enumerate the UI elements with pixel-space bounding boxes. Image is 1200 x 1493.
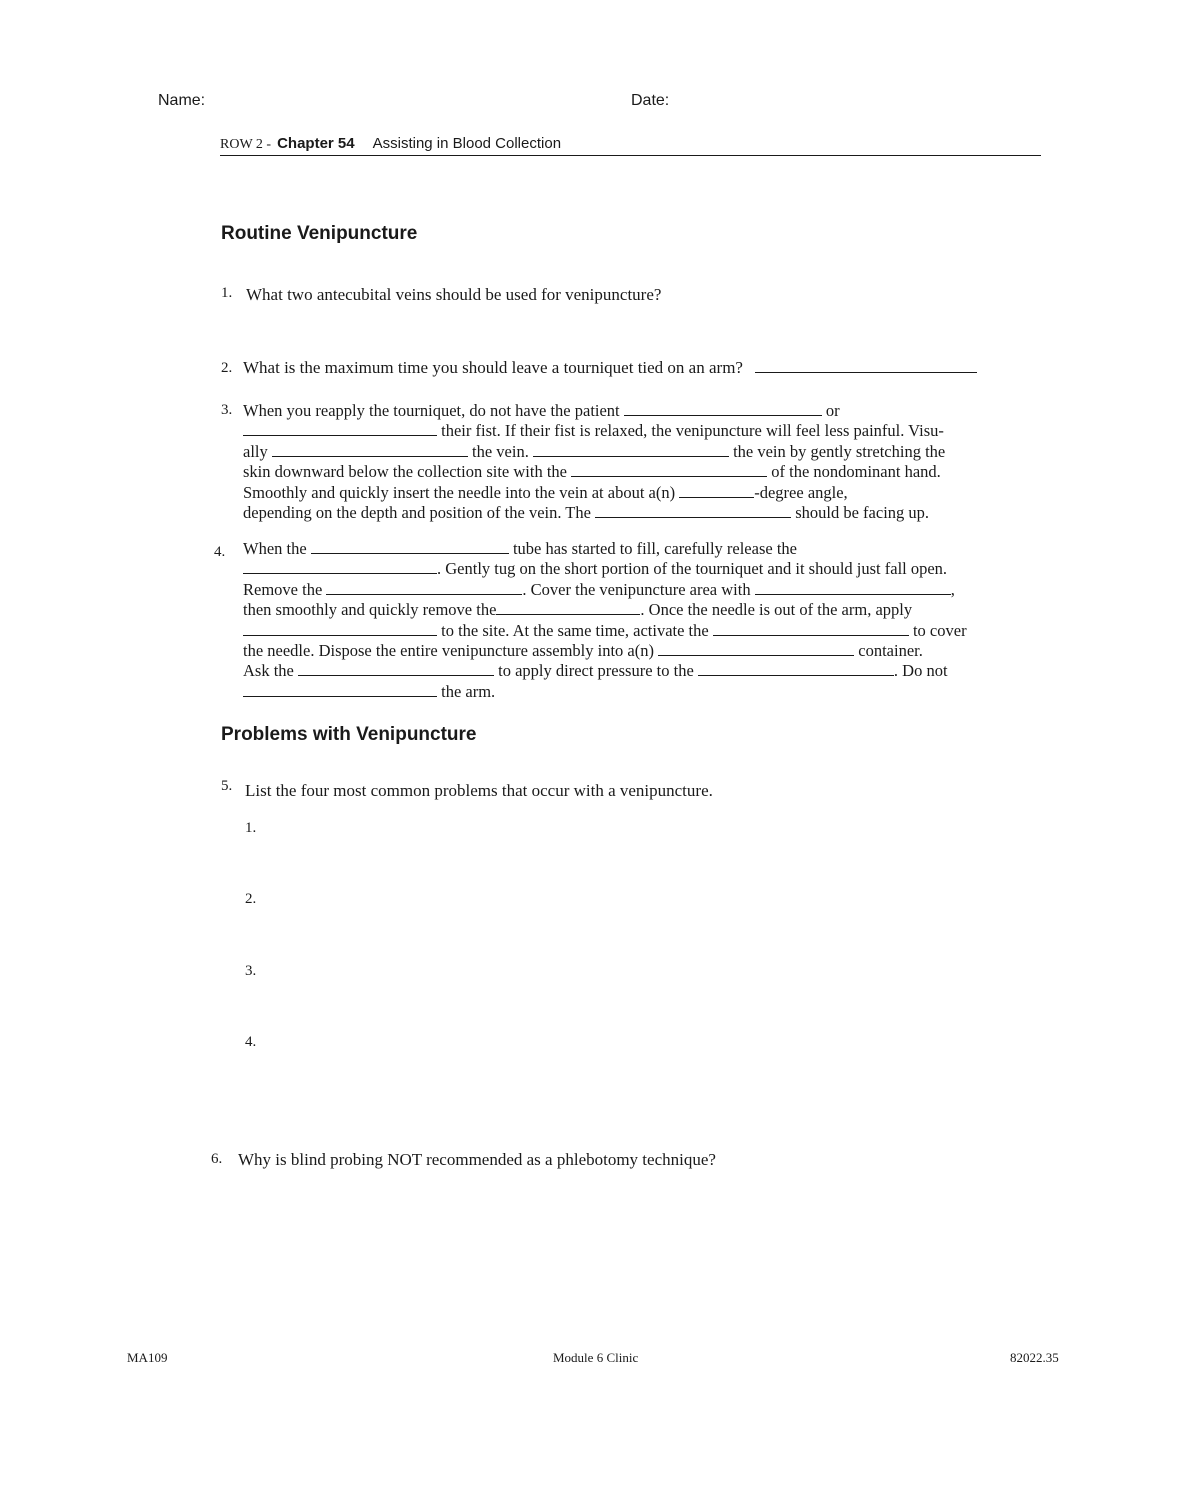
question-number: 5. — [221, 778, 233, 794]
question-text: Why is blind probing NOT recommended as a phlebotomy technique? — [238, 1150, 716, 1169]
chapter-heading — [220, 135, 1041, 156]
answer-blank[interactable] — [624, 401, 822, 416]
answer-blank[interactable] — [755, 358, 977, 373]
question-number: 1. — [221, 285, 233, 301]
question-number: 3. — [221, 402, 233, 418]
footer-code: 82022.35 — [1010, 1350, 1059, 1365]
answer-blank[interactable] — [272, 442, 468, 457]
answer-blank[interactable] — [571, 462, 767, 477]
question-number: 4. — [214, 544, 226, 560]
name-label: Name: — [158, 92, 206, 109]
question-paragraph: When the tube has started to fill, carefully release the . Gently tug on the short portion of the tourniquet and it should just fall open. Remove the . Cover the venipuncture area with , then smoothly and quickly remove the . Once the needle is out of the arm, apply to the site. At the same time, activate the to cover the needle. Dispose the entire venipuncture assembly into a(n) container. Ask the to apply direct pressure to the . Do not the arm. — [243, 539, 967, 701]
footer-module: Module 6 Clinic — [553, 1350, 639, 1365]
answer-blank[interactable] — [243, 559, 437, 574]
answer-blank[interactable] — [755, 580, 951, 595]
answer-blank[interactable] — [243, 682, 437, 697]
question-text: What two antecubital veins should be used for venipuncture? — [246, 285, 662, 304]
question-number: 2. — [221, 360, 233, 376]
answer-blank[interactable] — [311, 539, 509, 554]
answer-blank[interactable] — [298, 661, 494, 676]
list-item-number: 4. — [245, 1034, 257, 1050]
answer-blank[interactable] — [326, 580, 522, 595]
date-label: Date: — [631, 92, 670, 109]
section-title-routine: Routine Venipuncture — [221, 223, 418, 244]
answer-blank[interactable] — [533, 442, 729, 457]
chapter-number: Chapter 54 — [277, 135, 355, 152]
answer-blank[interactable] — [658, 641, 854, 656]
answer-blank[interactable] — [243, 421, 437, 436]
chapter-title: Assisting in Blood Collection — [372, 135, 562, 152]
list-item-number: 2. — [245, 891, 257, 907]
row-label: ROW 2 - — [220, 137, 272, 152]
answer-blank[interactable] — [595, 503, 791, 518]
section-title-problems: Problems with Venipuncture — [221, 724, 477, 745]
answer-blank[interactable] — [698, 661, 894, 676]
list-item-number: 3. — [245, 963, 257, 979]
question-number: 6. — [211, 1151, 223, 1167]
answer-blank[interactable] — [243, 621, 437, 636]
answer-blank[interactable] — [679, 483, 754, 498]
question-text: List the four most common problems that occur with a venipuncture. — [245, 781, 713, 800]
answer-blank[interactable] — [713, 621, 909, 636]
question-paragraph: When you reapply the tourniquet, do not have the patient or their fist. If their fist is relaxed, the venipuncture will feel less painful. Visu- ally the vein. the vein by gently stretching the skin downward below the collection site with the of the nondominant hand. Smoothly and quickly insert the needle into the vein at about a(n) -degree angle, depending on the depth and position of the vein. The should be facing up. — [243, 401, 946, 523]
answer-blank[interactable] — [496, 600, 640, 615]
footer-course: MA109 — [127, 1350, 168, 1365]
list-item-number: 1. — [245, 820, 257, 836]
question-text: What is the maximum time you should leave a tourniquet tied on an arm? — [243, 358, 977, 378]
